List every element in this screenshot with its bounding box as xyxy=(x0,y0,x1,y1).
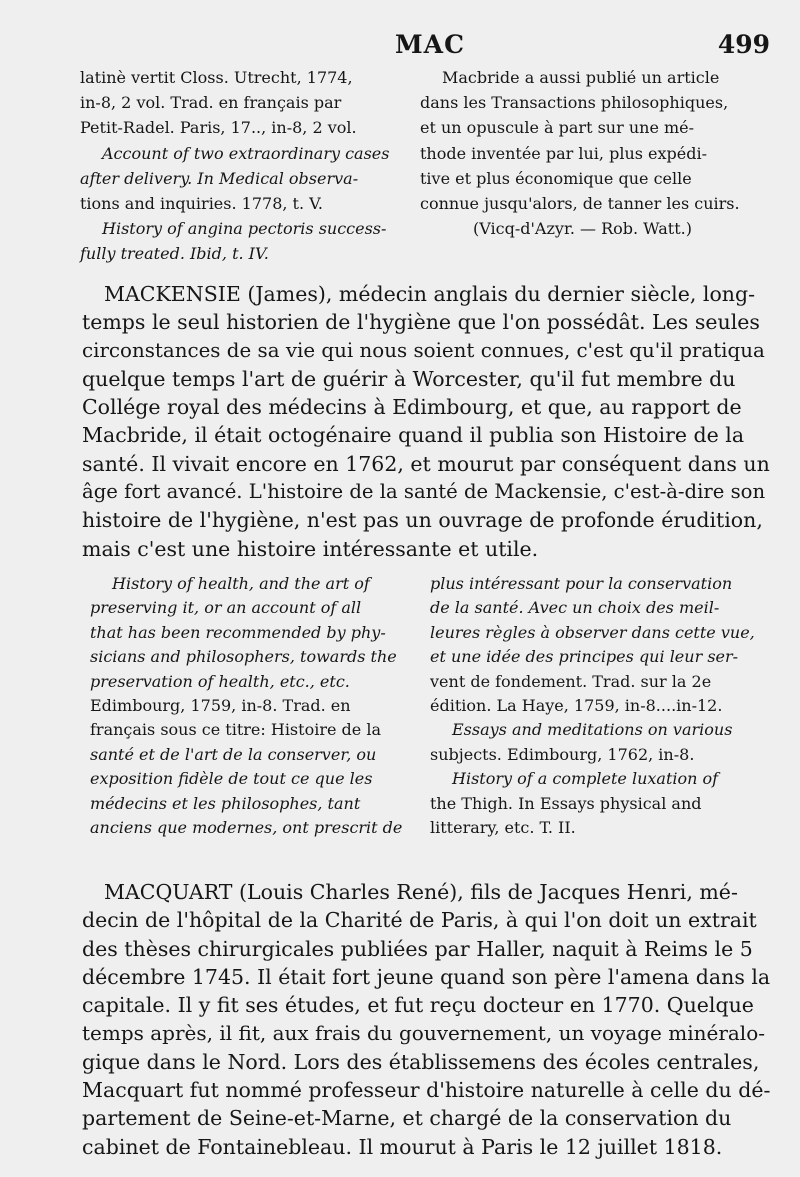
text-line: History of a complete luxation of xyxy=(452,769,719,789)
text-line: tions and inquiries. 1778, t. V. xyxy=(80,194,323,214)
text-line: Collége royal des médecins à Edimbourg, et que, au rapport de xyxy=(82,395,742,420)
mid-right-column xyxy=(430,572,755,840)
text-line: circonstances de sa vie qui nous soient connues, c'est qu'il pratiqua xyxy=(82,338,765,362)
entry-mackensie xyxy=(82,280,772,563)
text-line: that has been recommended by phy- xyxy=(90,622,386,642)
text-line: History of angina pectoris success- xyxy=(102,219,387,239)
text-line: Macbride a aussi publié un article xyxy=(442,68,720,87)
text-line: Macbride, il était octogénaire quand il publia son Histoire de la xyxy=(82,423,745,448)
text-line: exposition fidèle de tout ce que les xyxy=(90,769,373,789)
text-line: decin de l'hôpital de la Charité de Paris, à qui l'on doit un extrait xyxy=(82,908,757,933)
page-header xyxy=(0,28,800,62)
text-line: in-8, 2 vol. Trad. en français par xyxy=(80,93,342,113)
text-line: de la santé. Avec un choix des meil- xyxy=(430,598,720,618)
mid-left-column xyxy=(90,572,415,840)
top-right-column xyxy=(420,65,745,267)
entry-macquart xyxy=(82,878,772,1161)
text-line: dans les Transactions philosophiques, xyxy=(420,93,729,113)
text-line: Petit-Radel. Paris, 17.., in-8, 2 vol. xyxy=(80,118,357,138)
text-line: âge fort avancé. L'histoire de la santé de Mackensie, c'est-à-dire son xyxy=(82,480,766,504)
text-line: santé et de l'art de la conserver, ou xyxy=(90,744,377,764)
text-line: capitale. Il y fit ses études, et fut reçu docteur en 1770. Quelque xyxy=(82,993,754,1018)
text-line: français sous ce titre: Histoire de la xyxy=(90,720,381,740)
text-line: thode inventée par lui, plus expédi- xyxy=(420,143,708,163)
text-line: vent de fondement. Trad. sur la 2e xyxy=(430,671,712,691)
text-line: santé. Il vivait encore en 1762, et mourut par conséquent dans un xyxy=(82,451,770,476)
top-left-column xyxy=(80,65,400,267)
page-number: 499 xyxy=(717,30,770,59)
text-line: et une idée des principes qui leur ser- xyxy=(430,647,739,667)
text-line: Macquart fut nommé professeur d'histoire naturelle à celle du dé- xyxy=(82,1078,771,1103)
text-line: preservation of health, etc., etc. xyxy=(90,671,350,691)
text-line: tive et plus économique que celle xyxy=(420,168,692,188)
entry-heading-line: MACKENSIE (James), médecin anglais du dernier siècle, long- xyxy=(104,282,756,306)
text-line: litterary, etc. T. II. xyxy=(430,818,576,838)
text-line: preserving it, or an account of all xyxy=(90,598,362,618)
text-line: partement de Seine-et-Marne, et chargé de la conservation du xyxy=(82,1106,732,1131)
text-line: gique dans le Nord. Lors des établissemens des écoles centrales, xyxy=(82,1049,760,1074)
text-line: édition. La Haye, 1759, in-8....in-12. xyxy=(430,696,723,716)
entry-heading-line: MACQUART (Louis Charles René), fils de Jacques Henri, mé- xyxy=(104,880,738,904)
text-line: Essays and meditations on various xyxy=(452,720,733,740)
text-line: subjects. Edimbourg, 1762, in-8. xyxy=(430,744,695,764)
text-line: leures règles à observer dans cette vue, xyxy=(430,622,755,642)
text-line: connue jusqu'alors, de tanner les cuirs. xyxy=(420,194,740,214)
text-line: sicians and philosophers, towards the xyxy=(90,647,397,667)
text-line: temps après, il fit, aux frais du gouvernement, un voyage minéralo- xyxy=(82,1021,765,1046)
text-line: des thèses chirurgicales publiées par Haller, naquit à Reims le 5 xyxy=(82,936,753,961)
text-line: fully treated. Ibid, t. IV. xyxy=(80,244,269,264)
text-line: anciens que modernes, ont prescrit de xyxy=(90,818,403,838)
text-line: latinè vertit Closs. Utrecht, 1774, xyxy=(80,68,353,87)
text-line: temps le seul historien de l'hygiène que l'on possédât. Les seules xyxy=(82,310,760,335)
source-citation: (Vicq-d'Azyr. — Rob. Watt.) xyxy=(473,219,692,239)
text-line: Edimbourg, 1759, in-8. Trad. en xyxy=(90,696,351,716)
text-line: History of health, and the art of xyxy=(112,574,370,593)
running-head: MAC xyxy=(395,30,465,59)
text-line: histoire de l'hygiène, n'est pas un ouvrage de profonde érudition, xyxy=(82,508,763,533)
top-bibliography-columns xyxy=(80,65,745,267)
text-line: médecins et les philosophes, tant xyxy=(90,793,361,813)
text-line: et un opuscule à part sur une mé- xyxy=(420,118,695,138)
text-line: the Thigh. In Essays physical and xyxy=(430,793,702,813)
text-line: plus intéressant pour la conservation xyxy=(430,574,733,593)
text-line: quelque temps l'art de guérir à Worcester, qu'il fut membre du xyxy=(82,366,736,391)
text-line: mais c'est une histoire intéressante et utile. xyxy=(82,536,539,561)
mackensie-bibliography-columns xyxy=(90,572,755,840)
text-line: after delivery. In Medical observa- xyxy=(80,168,359,188)
text-line: Account of two extraordinary cases xyxy=(102,143,390,163)
text-line: décembre 1745. Il était fort jeune quand son père l'amena dans la xyxy=(82,964,771,989)
text-line: cabinet de Fontainebleau. Il mourut à Paris le 12 juillet 1818. xyxy=(82,1134,723,1159)
